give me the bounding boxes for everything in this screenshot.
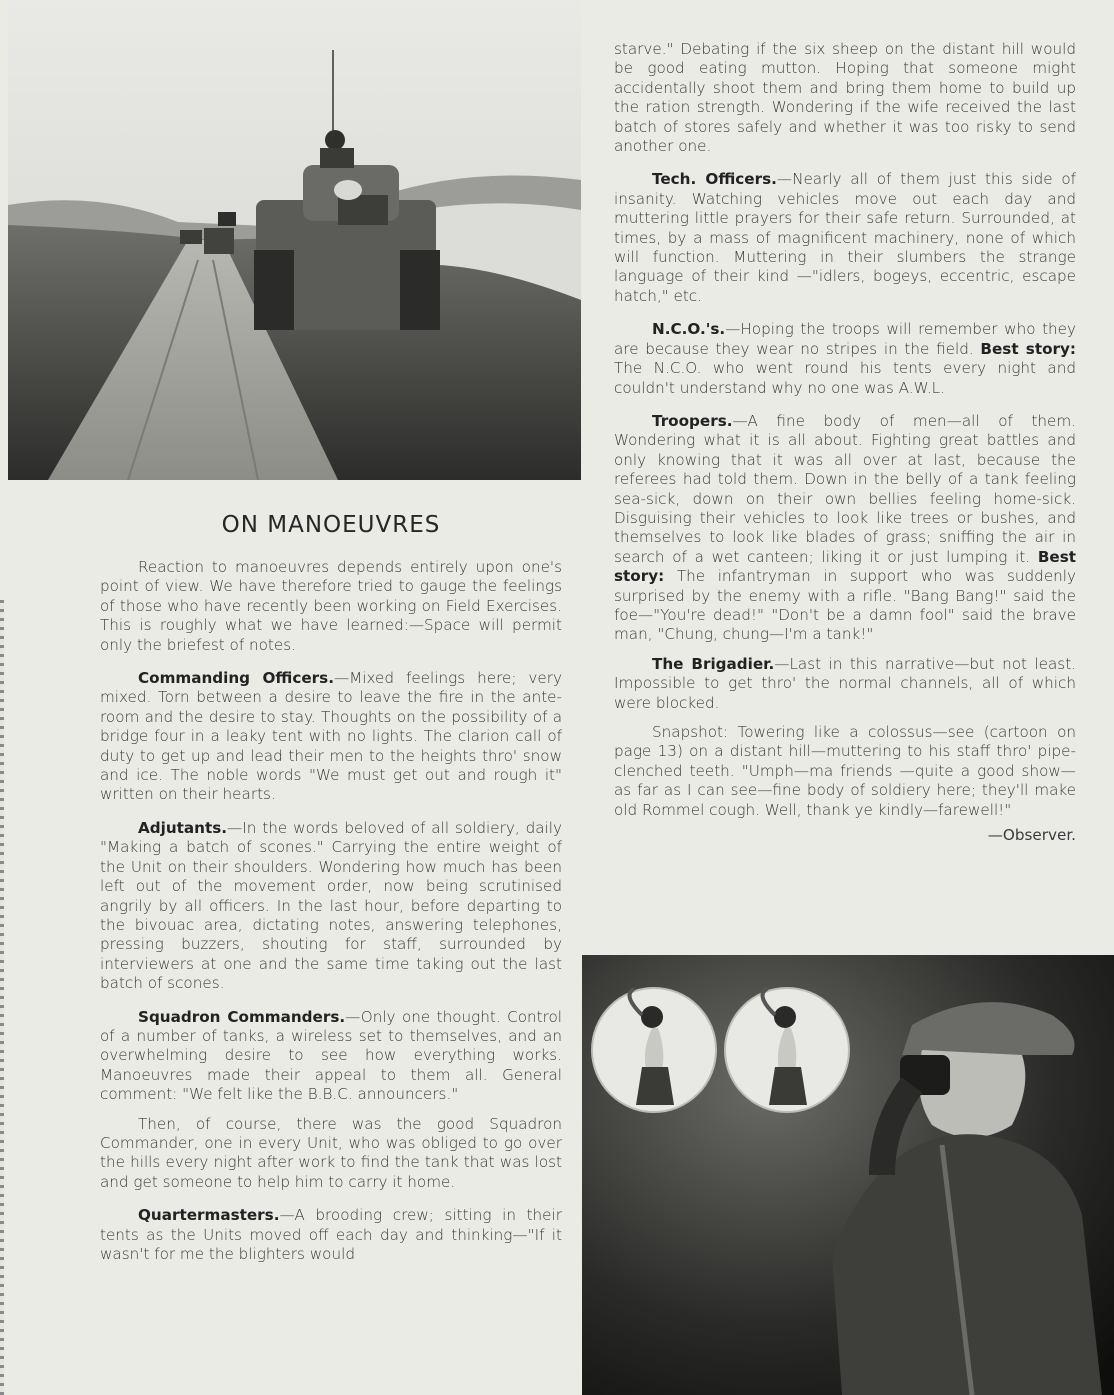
tanks-photo-image	[8, 0, 581, 480]
text-quartermasters-part1: —A brooding crew; sitting in their tents as the Units moved off each day and thinking—"If it wasn't for me the blighters would	[100, 1206, 562, 1263]
text-commanding-officers: —Mixed feelings here; very mixed. Torn between a desire to leave the fire in the ante-room and the desire to stay. Thoughts on the possibility of a bridge four in a leaky tent with no lights. The clarion call of duty to get up and lead their men to the heights thro' snow and ice. The noble words "We must get out and rough it" written on their hearts.	[100, 669, 563, 804]
left-text-column	[100, 512, 562, 1278]
heading-ncos: N.C.O.'s.	[652, 320, 726, 339]
heading-commanding-officers: Commanding Officers.	[138, 669, 334, 688]
paragraph-brigadier	[614, 655, 1076, 713]
troopers-best-story-label: Best story:	[614, 547, 1077, 586]
troopers-best-story-text: The infantryman in support who was suddenly surprised by the enemy with a rifle. "Bang Bang!" said the foe—"You're dead!" "Don't be a damn fool" said the brave man, "Chung, chung—I'm a tank!"	[614, 567, 1076, 644]
tanks-photo	[8, 0, 581, 480]
nco-best-story-label: Best story:	[980, 339, 1076, 358]
paragraph-troopers	[614, 412, 1076, 645]
paragraph-commanding-officers	[100, 669, 562, 805]
paragraph-squadron-commanders	[100, 1008, 562, 1105]
text-brigadier: —Last in this narrative—but not least. Impossible to get thro' the normal channels, all of which were blocked.	[614, 654, 1076, 712]
binocular-view-right	[725, 988, 849, 1112]
page-binding-edge	[0, 600, 4, 1395]
paragraph-quartermasters-start	[100, 1206, 562, 1264]
signature: —Observer.	[987, 826, 1076, 845]
paragraph-snapshot: Snapshot: Towering like a colossus—see (cartoon on page 13) on a distant hill—muttering to his staff thro' pipe-clenched teeth. "Umph—ma friends —quite a good show—as far as I can see—fine body of soldiery here; they'll make old Rommel cough. Well, thank ye kindly—farewell!"	[614, 723, 1076, 819]
right-text-column	[614, 40, 1076, 844]
text-tech-officers: —Nearly all of them just this side of insanity. Watching vehicles move out each day and muttering little prayers for their safe return. Surrounded, at times, by a mass of magnificent machinery, none of which will function. Muttering in their slumbers the strange language of their kind —"idlers, bogeys, eccentric, escape hatch," etc.	[614, 170, 1077, 305]
heading-adjutants: Adjutants.	[138, 818, 228, 837]
paragraph-good-squadron-commander: Then, of course, there was the good Squadron Commander, one in every Unit, who was obliged to go over the hills every night after work to find the tank that was lost and get someone to help him to carry it home.	[100, 1114, 562, 1191]
text-troopers: —A fine body of men—all of them. Wondering what it is all about. Fighting great battles and only knowing that it was all over at last, because the referees had told them. Down in the belly of a tank feeling sea-sick, down on their own bellies feeling home-sick. Disguising their vehicles to look like trees or bushes, and themselves to look like blades of grass; sniffing the air in search of a wet canteen; liking it or just lumping it.	[614, 411, 1076, 566]
article-title: ON MANOEUVRES	[221, 512, 441, 538]
heading-squadron-commanders: Squadron Commanders.	[138, 1007, 346, 1026]
paragraph-tech-officers	[614, 170, 1076, 306]
paragraph-adjutants	[100, 819, 562, 994]
text-adjutants: —In the words beloved of all soldiery, daily "Making a batch of scones." Carrying the entire weight of the Unit on their shoulders. Wondering how much has been left out of the movement order, now being scrutinised angrily by all officers. In the last hour, before departing to the bivouac area, dictating notes, answering telephones, pressing buzzers, shouting for staff, surrounded by interviewers at one and the same time taking out the last batch of scones.	[100, 818, 562, 993]
heading-troopers: Troopers.	[652, 411, 733, 430]
nco-best-story-text: The N.C.O. who went round his tents every night and couldn't understand why no one was A.W.L.	[614, 359, 1076, 397]
heading-brigadier: The Brigadier.	[652, 654, 775, 673]
intro-paragraph: Reaction to manoeuvres depends entirely upon one's point of view. We have therefore tried to gauge the feelings of those who have recently been working on Field Exercises. This is roughly what we have learned:—Space will permit only the briefest of notes.	[100, 558, 562, 654]
binocular-view-left	[592, 988, 716, 1112]
text-ncos: —Hoping the troops will remember who they are because they wear no stripes in the field.	[614, 320, 1076, 358]
heading-tech-officers: Tech. Officers.	[652, 170, 777, 189]
text-squadron-commanders: —Only one thought. Control of a number of tanks, a wireless set to themselves, and an overwhelming desire to see how everything works. Manoeuvres made their appeal to them all. General comment: "We felt like the B.B.C. announcers."	[100, 1007, 563, 1104]
paragraph-ncos	[614, 320, 1076, 398]
heading-quartermasters: Quartermasters.	[138, 1206, 280, 1225]
observer-photo-image	[582, 955, 1114, 1395]
observer-photo	[582, 955, 1114, 1395]
paragraph-quartermasters-continued: starve." Debating if the six sheep on the distant hill would be good eating mutton. Hoping that someone might accidentally shoot them and bring them home to build up the ration strength. Wondering if the wife received the last batch of stores safely and whether it was too risky to send another one.	[614, 40, 1076, 156]
